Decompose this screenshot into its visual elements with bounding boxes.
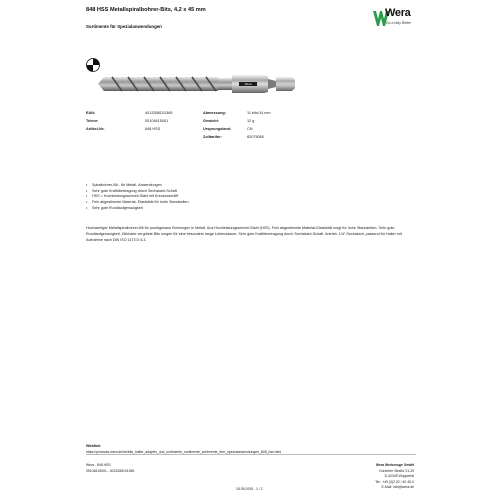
spec-label: Artikel-Nr: [86,127,105,131]
spec-ean-value: 4013288101365 [145,111,173,115]
spec-telenr [86,119,98,124]
weblink-link[interactable]: https://products.wera.de/de/bits_halter_adapter_und_sortimente_sortimente_sortimente_fuer_spezialanwendungen_848_hss.html [86,450,282,454]
footer-line: 05104615001 - 4013288101365 [86,468,135,473]
address-line: D-42349 Wuppertal [384,474,414,478]
page-subtitle: Sortimente für Spezialanwendungen [86,24,162,29]
spec-label: EAN: [86,111,96,115]
spec-ursprungsland-value: CN [247,127,253,131]
footer-divider [86,454,416,455]
address-line: Korzerter Straße 21-25 [379,468,414,473]
spec-label: Gewicht: [203,119,220,123]
list-item: • Spiralbohrer-Bit - für Metall- Anwendungen [86,183,189,189]
list-item: • HSS = Hochleistungsschnell-Stahl mit Kreuzanschliff [86,194,189,200]
spec-ean [86,111,95,116]
footer-company-address [375,463,414,491]
spec-label: Zolltarifnr: [203,135,222,139]
logo-slogan: Go a Way Better [386,21,412,25]
spec-abmessung [203,111,226,116]
product-drill-bit-image [98,72,298,96]
address-line: E-Mail: info@wera.de [381,485,414,489]
page-date-number: 18.05.2005 - 1 / 2 [236,487,263,491]
spec-gewicht [203,119,219,124]
spec-zolltarif-value: 82075060 [247,135,264,139]
list-item: • Sehr gute Rundlaufgenauigkeit [86,206,189,212]
spec-label: Abmessung: [203,111,226,115]
spec-ursprungsland [203,127,231,132]
feature-list [86,183,189,211]
footer-product-info [86,463,134,474]
spec-zolltarif [203,135,222,140]
list-item: • Fein abgestimmte Material- Elastizität für hohe Standzeiten [86,200,189,206]
spec-abmessung-value: 11 bits/14 mm [247,111,271,115]
spec-artikel [86,127,105,132]
company-name: Wera Werkzeuge GmbH [375,463,414,467]
svg-text:Wera: Wera [244,82,252,87]
weblink-heading: Weblink [86,444,101,448]
drill-bit-symbol-icon [85,57,101,73]
list-item: • Sehr gute Kraftübertragung durch Sechskant-Schaft [86,189,189,195]
spec-telenr-value: 05104615001 [145,119,169,123]
spec-artikel-value: 848 HSS [145,127,161,131]
address-line: Tel.: +49 (0)2 02 / 40 45-0 [375,479,414,484]
footer-line: Wera - 848 HSS [86,463,111,467]
spec-label: Ursprungsland: [203,127,232,131]
spec-label: Telenr: [86,119,99,123]
spec-gewicht-value: 12 g [247,119,255,123]
product-description: Hochwertiger Metallspiralbohrer-Bit für punktgenaue Bohrungen in Metall. Aus Hochleistungsschnell-Stahl (HSS). Fein abgestimmte Material-Elastizität sorgt für hohe Standzeiten. Sehr gute Rundlaufgenauigkeit. Zähharte vergütete Bits sorgen für eine besonders lange Lebensdauer. Sehr gute Kraftübertragung durch Sechskant-Schaft. Antrieb: 1/4"-Sechskant, passend für Halter mit Aufnahme nach DIN ISO 1173 D 6,3. [86,226,402,242]
logo-brand: Wera [385,7,411,19]
page-title: 848 HSS Metallspiralbohrer-Bits, 4,2 x 45 mm [86,7,206,13]
